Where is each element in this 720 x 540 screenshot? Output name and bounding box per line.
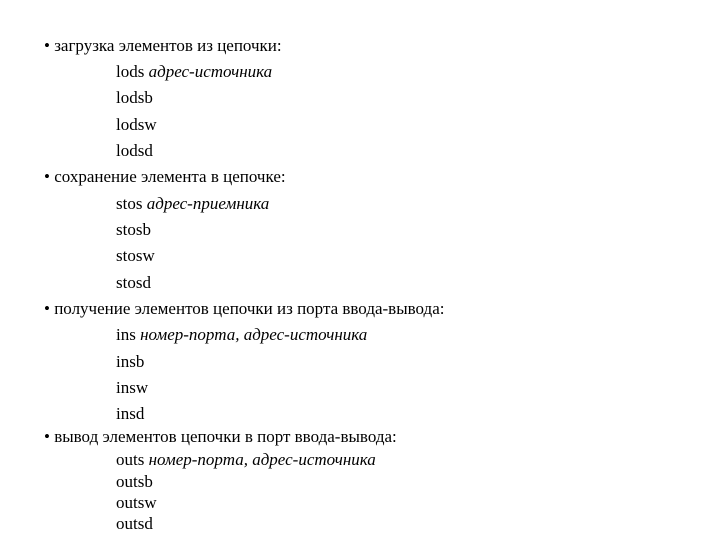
command-lods (116, 62, 272, 82)
section-heading-store: • сохранение элемента в цепочке: (44, 167, 286, 186)
command-outsd: outsd (116, 514, 153, 533)
section-heading-output: • вывод элементов цепочки в порт ввода-вывода: (44, 427, 397, 446)
command-outsw: outsw (116, 493, 157, 512)
command-mnemonic: ins (116, 325, 136, 344)
command-lodsb: lodsb (116, 88, 153, 107)
command-insd: insd (116, 404, 145, 423)
command-lodsw: lodsw (116, 115, 157, 134)
command-stosd: stosd (116, 273, 151, 292)
command-ins (116, 325, 367, 345)
command-operands: номер-порта, адрес-источника (140, 325, 368, 344)
command-stosw: stosw (116, 246, 155, 265)
section-heading-load: • загрузка элементов из цепочки: (44, 36, 282, 55)
command-mnemonic: lods (116, 62, 145, 81)
command-outs (116, 450, 376, 470)
command-lodsd: lodsd (116, 141, 153, 160)
command-outsb: outsb (116, 472, 153, 491)
command-stos (116, 194, 269, 214)
command-insw: insw (116, 378, 149, 397)
command-operands: адрес-приемника (146, 194, 270, 213)
command-operands: адрес-источника (148, 62, 273, 81)
command-mnemonic: stos (116, 194, 143, 213)
command-stosb: stosb (116, 220, 151, 239)
section-heading-input: • получение элементов цепочки из порта ввода-вывода: (44, 299, 445, 318)
command-mnemonic: outs (116, 450, 145, 469)
command-operands: номер-порта, адрес-источника (148, 450, 376, 469)
command-insb: insb (116, 352, 145, 371)
